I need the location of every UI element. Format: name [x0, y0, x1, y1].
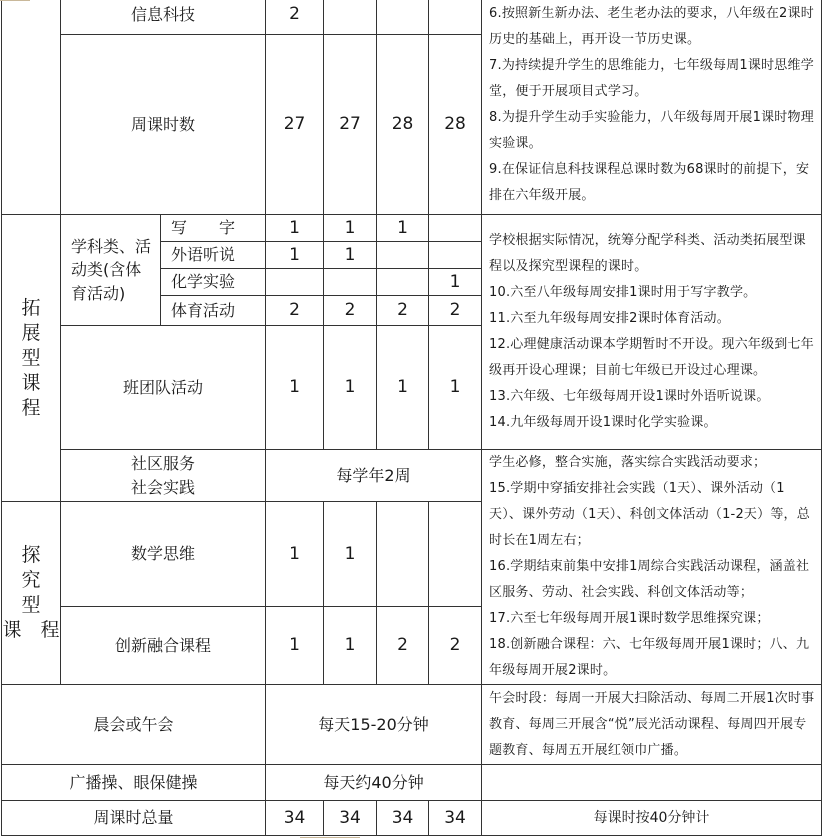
grade-9-value [429, 242, 482, 269]
grade-8-value: 2 [377, 607, 429, 685]
grade-8-value: 28 [377, 35, 429, 215]
row-writing [2, 215, 822, 242]
row-label: 周课时总量 [2, 801, 266, 836]
grade-8-value [377, 269, 429, 296]
grade-6-value: 1 [266, 242, 324, 269]
note-item: 9.在保证信息科技课程总课时数为68课时的前提下，安排在六年级开展。 [489, 161, 810, 203]
combined-value: 每学年2周 [266, 450, 482, 502]
grade-6-value: 27 [266, 35, 324, 215]
row-label: 体育活动 [161, 296, 266, 326]
expansion-course-label: 拓 展 型 课 程 [2, 215, 61, 502]
total-note: 每课时按40分钟计 [482, 801, 822, 836]
row-label: 创新融合课程 [61, 607, 266, 685]
grade-7-value: 34 [324, 801, 377, 836]
grade-6-value [266, 269, 324, 296]
note-item: 学校根据实际情况，统筹分配学科类、活动类拓展型课程以及探究型课程的课时。 [489, 233, 806, 274]
row-morning-meeting [2, 685, 822, 765]
row-label: 晨会或午会 [2, 685, 266, 765]
grade-9-value [429, 215, 482, 242]
grade-9-value: 2 [429, 296, 482, 326]
combined-value: 每天约40分钟 [266, 765, 482, 801]
grade-6-value: 1 [266, 607, 324, 685]
grade-6-value: 1 [266, 502, 324, 607]
notes-block-1 [482, 0, 822, 215]
row-label: 广播操、眼保健操 [2, 765, 266, 801]
grade-8-value [377, 0, 429, 35]
grade-8-value: 1 [377, 326, 429, 450]
grade-8-value: 2 [377, 296, 429, 326]
grade-8-value: 1 [377, 215, 429, 242]
row-label: 信息科技 [61, 0, 266, 35]
note-item: 17.六至七年级每周开展1课时数学思维探究课； [489, 611, 770, 626]
note-item: 午会时段：每周一开展大扫除活动、每周二开展1次时事教育、每周三开展含“悦”辰光活动课程、每周四开展专题教育、每周五开展红领巾广播。 [489, 690, 815, 758]
note-item: 6.按照新生新办法、老生老办法的要求，八年级在2课时历史的基础上，再开设一节历史课。 [489, 5, 814, 47]
grade-6-value: 2 [266, 296, 324, 326]
row-label [61, 450, 266, 502]
inquiry-course-label: 探 究 型 课 程 [2, 502, 61, 685]
grade-6-value: 2 [266, 0, 324, 35]
note-item: 13.六年级、七年级每周开设1课时外语听说课。 [489, 389, 770, 404]
grade-7-value: 1 [324, 502, 377, 607]
page-edge-mark [0, 0, 30, 1]
grade-6-value: 1 [266, 215, 324, 242]
notes-block-2 [482, 215, 822, 450]
page-edge-mark [300, 837, 360, 838]
grade-7-value: 27 [324, 35, 377, 215]
grade-7-value [324, 269, 377, 296]
note-item: 18.创新融合课程：六、七年级每周开展1课时；八、九年级每周开展2课时。 [489, 637, 810, 678]
notes-block-3 [482, 450, 822, 685]
grade-7-value: 2 [324, 296, 377, 326]
grade-9-value: 34 [429, 801, 482, 836]
grade-7-value: 1 [324, 326, 377, 450]
row-label: 化学实验 [161, 269, 266, 296]
grade-9-value: 1 [429, 269, 482, 296]
note-item: 16.学期结束前集中安排1周综合实践活动课程，涵盖社区服务、劳动、社会实践、科创文体活动等； [489, 559, 810, 600]
note-item: 10.六至八年级每周安排1课时用于写字教学。 [489, 285, 757, 300]
note-item: 14.九年级每周开设1课时化学实验课。 [489, 415, 717, 430]
note-item: 12.心理健康活动课本学期暂时不开设。现六年级到七年级再开设心理课；目前七年级已开设过心理课。 [489, 337, 814, 378]
note-item: 15.学期中穿插安排社会实践（1天）、课外活动（1天）、课外劳动（1天）、科创文体活动（1-2天）等，总时长在1周左右； [489, 481, 810, 548]
grade-6-value: 34 [266, 801, 324, 836]
grade-8-value: 34 [377, 801, 429, 836]
grade-8-value [377, 242, 429, 269]
row-info-tech [2, 0, 822, 35]
grade-9-value [429, 502, 482, 607]
empty-note-cell [482, 765, 822, 801]
note-item: 8.为提升学生动手实验能力，八年级每周开展1课时物理实验课。 [489, 109, 814, 151]
row-label: 班团队活动 [61, 326, 266, 450]
grade-7-value: 1 [324, 242, 377, 269]
blank-group-cell [2, 0, 61, 215]
grade-7-value [324, 0, 377, 35]
note-item: 学生必修，整合实施，落实综合实践活动要求； [489, 455, 767, 470]
note-item: 7.为持续提升学生的思维能力，七年级每周1课时思维学堂，便于开展项目式学习。 [489, 57, 814, 99]
combined-value: 每天15-20分钟 [266, 685, 482, 765]
grade-9-value [429, 0, 482, 35]
grade-6-value: 1 [266, 326, 324, 450]
notes-block-4 [482, 685, 822, 765]
grade-7-value: 1 [324, 607, 377, 685]
row-broadcast-exercise [2, 765, 822, 801]
grade-9-value: 1 [429, 326, 482, 450]
row-label: 数学思维 [61, 502, 266, 607]
row-label: 周课时数 [61, 35, 266, 215]
grade-7-value: 1 [324, 215, 377, 242]
subject-activity-label: 学科类、活 动类(含体 育活动) [61, 215, 161, 326]
row-label: 写 字 [161, 215, 266, 242]
row-label: 外语听说 [161, 242, 266, 269]
row-community [2, 450, 822, 502]
note-item: 11.六至九年级每周安排2课时体育活动。 [489, 311, 730, 326]
row-label-line: 社区服务 [131, 454, 196, 474]
grade-9-value: 2 [429, 607, 482, 685]
row-weekly-total [2, 801, 822, 836]
grade-8-value [377, 502, 429, 607]
curriculum-schedule-table [1, 0, 822, 836]
grade-9-value: 28 [429, 35, 482, 215]
row-label-line: 社会实践 [131, 477, 196, 497]
